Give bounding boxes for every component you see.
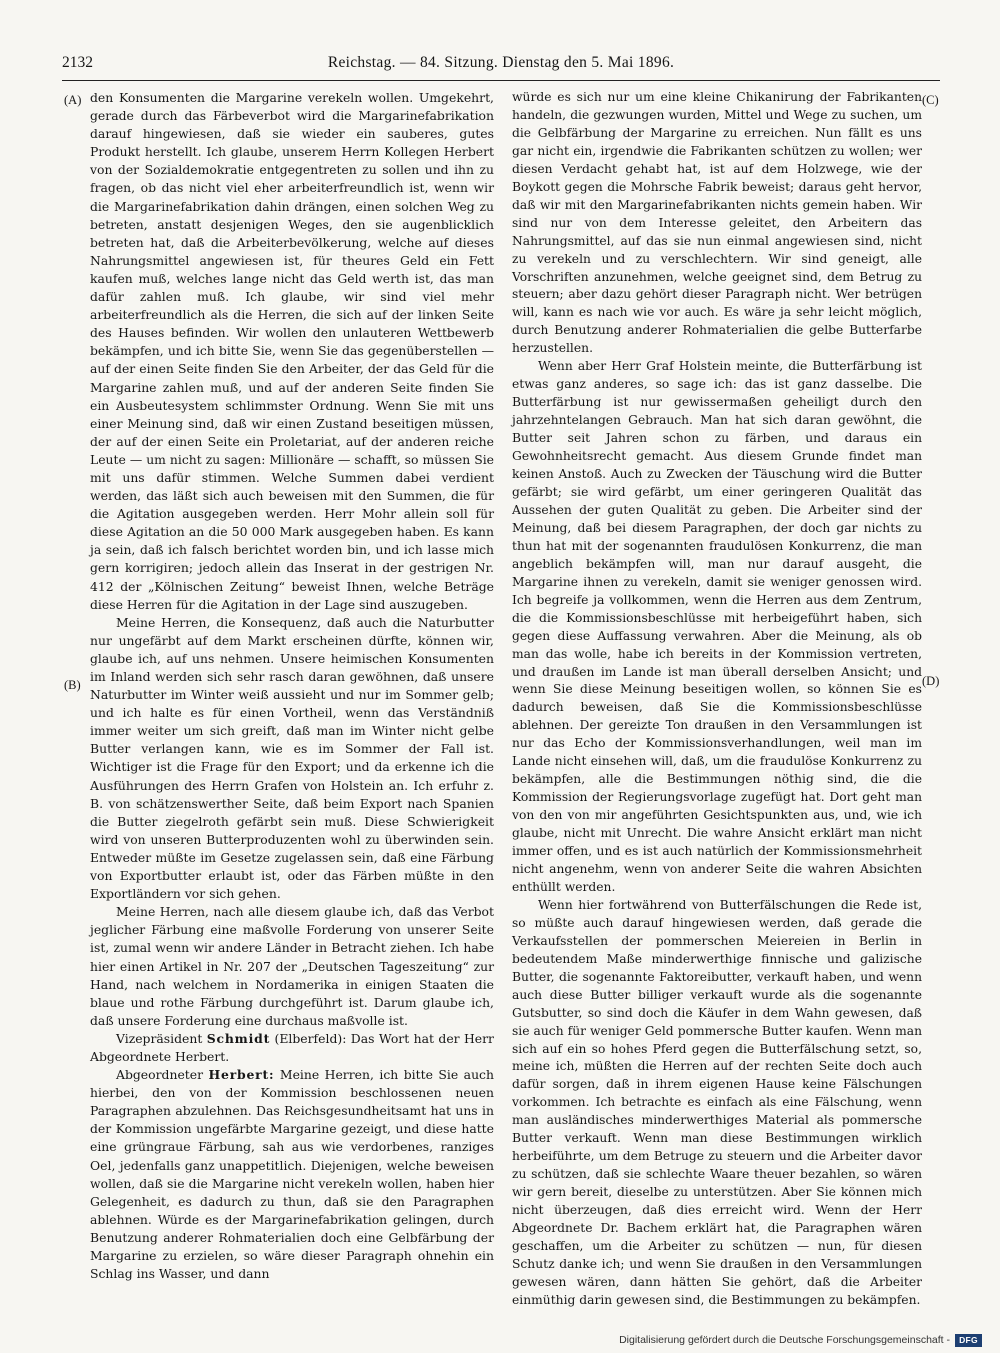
paragraph: Wenn hier fortwährend von Butterfälschungen die Rede ist, so müßte auch darauf hingewiesen werden, daß gerade die Verkaufsstellen der pommerschen Meiereien in Berlin in bedeutendem Maße minderwerthige finnische und galizische Butter, die sogenannte Faktoreibutter, verkauft haben, und wenn auch diese Butter billiger verkauft wurde als die sogenannte Gutsbutter, so sind doch die Käufer in dem Wahn gewesen, daß sie auch für weniger Geld pommersche Butter kaufen. Wenn man sich auf ein so hohes Pferd gegen die Butterfälschung setzt, so, meine ich, müßten die Herren auf der rechten Seite doch auch dafür sorgen, daß in ihrem eigenen Hause keine Fälschungen vorkommen. Ich betrachte es einfach als eine Fälschung, wenn man ausländisches minderwerthiges Material als pommersche Butter verkauft. Wenn man diese Bestimmungen wirklich herbeiführte, um dem Betruge zu steuern und die Arbeiter davor zu schützen, daß sie schlechte Waare theuer bezahlen, so wären wir gern bereit, dieselbe zu unterstützen. Aber Sie können mich nicht überzeugen, daß dies erreicht wird. Wenn der Herr Abgeordnete Dr. Bachem erklärt hat, die Paragraphen wären geschaffen, um die Arbeiter zu schützen — nun, für diesen Schutz danke ich; und wenn Sie draußen in den Versammlungen gewesen wären, dann hätten Sie gehört, daß die Arbeiter einmüthig darin gewesen sind, die Bestimmungen zu bekämpfen. [512,897,922,1307]
footer-credit [619,1333,982,1347]
speaker-paragraph [90,1066,494,1283]
paragraph: den Konsumenten die Margarine verekeln wollen. Umgekehrt, gerade durch das Färbeverbot wird die Margarinefabrikation darauf hingewiesen, daß sie wieder ein sauberes, gutes Produkt herstellt. Ich glaube, unserem Herrn Kollegen Herbert von der Sozialdemokratie entgegentreten zu sollen und ihn zu fragen, ob das nicht viel eher arbeiterfreundlich ist, wenn wir die Margarinefabrikation dahin drängen, einen solchen Weg zu betreten, anstatt desjenigen Weges, den sie augenblicklich betreten hat, daß die Arbeiterbevölkerung, welche auf dieses Nahrungsmittel angewiesen ist, für theures Geld ein Fett kaufen muß, welches lange nicht das Geld werth ist, das man dafür zahlen muß. Ich glaube, wir sind viel mehr arbeiterfreundlich als die Herren, die sich auf der linken Seite des Hauses befinden. Wir wollen den unlauteren Wettbewerb bekämpfen, und ich bitte Sie, wenn Sie das gegenüberstellen — auf der einen Seite finden Sie den Arbeiter, der das Geld für die Margarine zahlen muß, und auf der anderen Seite finden Sie ein Ausbeutesystem schlimmster Ordnung. Wenn Sie mit uns einer Meinung sind, daß wir einen Zustand beseitigen müssen, der auf der einen Seite ein Proletariat, auf der anderen reiche Leute — um nicht zu sagen: Millionäre — schafft, so müssen Sie mit uns dafür stimmen. Welche Summen dabei verdient werden, das läßt sich auch beweisen mit den Summen, die für die Agitation ausgegeben werden. Herr Mohr allein soll für diese Agitation an die 50 000 Mark ausgegeben haben. Es kann ja sein, daß ich falsch berichtet worden bin, und ich lasse mich gern korrigiren; jedoch allein das Inserat in der gestrigen Nr. 412 der „Kölnischen Zeitung“ beweist Ihnen, welche Beträge diese Herren für die Agitation in der Lage sind auszugeben. [90,90,494,612]
footer-text: Digitalisierung gefördert durch die Deutsche Forschungsgemeinschaft - [619,1334,950,1346]
speech-text: (Elberfeld): Das Wort hat der Herr Abgeordnete Herbert. [90,1030,494,1064]
page-header [62,50,940,76]
paragraph: Meine Herren, nach alle diesem glaube ich, daß das Verbot jeglicher Färbung eine maßvolle Forderung von unserer Seite ist, zumal wenn wir andere Länder in Betracht ziehen. Ich habe hier einen Artikel in Nr. 207 der „Deutschen Tageszeitung“ zur Hand, nach welchem in Nordamerika in einigen Staaten die blaue und rothe Färbung durchgeführt ist. Darum glaube ich, daß unsere Forderung eine durchaus maßvolle ist. [90,904,494,1028]
speech-text: Meine Herren, ich bitte Sie auch hierbei, den von der Kommission beschlossenen neuen Paragraphen abzulehnen. Das Reichsgesundheitsamt hat uns in der Kommission ungefärbte Margarine gezeigt, und diese hatte eine grüngraue Färbung, sah aus wie verdorbenes, ranziges Oel, jedenfalls ganz unappetitlich. Diejenigen, welche beweisen wollen, daß sie die Margarine nicht verekeln wollen, haben hier Gelegenheit, es dadurch zu thun, daß sie den Paragraphen ablehnen. Würde es der Margarinefabrikation gelingen, durch Benutzung anderer Rohmaterialien doch eine Gelbfärbung der Margarine zu erzielen, so wäre dieser Paragraph ohnehin ein Schlag ins Wasser, und dann [90,1067,494,1282]
speaker-role: Abgeordneter [116,1067,204,1083]
left-column [90,89,494,1283]
speaker-name: Herbert: [208,1067,275,1083]
margin-marker-b: (B) [64,678,81,692]
right-column [512,89,922,1310]
dfg-logo-icon: DFG [955,1334,982,1347]
speaker-paragraph [90,1030,494,1066]
margin-marker-d: (D) [922,674,940,688]
speaker-role: Vizepräsident [116,1030,203,1046]
header-rule [62,80,940,81]
paragraph: Wenn aber Herr Graf Holstein meinte, die Butterfärbung ist etwas ganz anderes, so sage ich: das ist ganz dasselbe. Die Butterfärbung ist nur gewissermaßen geheiligt durch den jahrzehntelangen Gebrauch. Man hat sich daran gewöhnt, die Butter seit Jahren schon zu färben, und daraus ein Gewohnheitsrecht gemacht. Aus diesem Grunde findet man keinen Anstoß. Auch zu Zwecken der Täuschung wird die Butter gefärbt; sie wird gefärbt, um einer geringeren Qualität das Aussehen der guten Qualität zu geben. Die Arbeiter sind der Meinung, daß bei diesem Paragraphen, der doch gar nichts zu thun hat mit der sogenannten fraudulösen Konkurrenz, die man angeblich bekämpfen will, man nur darauf ausgeht, die Margarine ihnen zu verekeln, damit sie weniger genossen wird. Ich begreife ja vollkommen, wenn die Herren aus dem Zentrum, die die Kommissionsbeschlüsse mit herbeigeführt haben, sich gegen diese Auffassung verwahren. Aber die Meinung, als ob man das wolle, habe ich bereits in der Kommission vertreten, und draußen im Lande ist man überall derselben Ansicht; und wenn Sie diese Meinung beseitigen wollen, so können Sie es dadurch beweisen, daß Sie die Kommissionsbeschlüsse ablehnen. Der gereizte Ton draußen in den Versammlungen ist nur das Echo der Kommissionsverhandlungen, weil man im Lande nicht einsehen will, daß, um die fraudulöse Konkurrenz zu bekämpfen, alle die Bestimmungen nöthig sind, die die Kommission der Regierungsvorlage zugefügt hat. Dort geht man von den von mir angeführten Gesichtspunkten aus, und, wie ich glaube, nicht mit Unrecht. Die wahre Ansicht erklärt man nicht immer offen, und es ist auch natürlich der Kommissionsmehrheit nicht angenehm, wenn von anderer Seite die wahren Absichten enthüllt werden. [512,359,922,894]
page-number: 2132 [62,54,93,71]
margin-marker-a: (A) [64,93,82,107]
margin-marker-c: (C) [922,93,939,107]
speaker-name: Schmidt [206,1030,271,1046]
page-title: Reichstag. — 84. Sitzung. Dienstag den 5. Mai 1896. [327,54,675,71]
paragraph: würde es sich nur um eine kleine Chikanirung der Fabrikanten handeln, die gezwungen wurden, Mittel und Wege zu suchen, um die Gelbfärbung der Margarine zu erreichen. Nun fällt es uns gar nicht ein, irgendwie die Fabrikanten schützen zu wollen; wer diesen Verdacht gehabt hat, ist auf dem Holzwege, wie der Boykott gegen die Mohrsche Fabrik beweist; daraus geht hervor, daß wir mit den Margarinefabrikanten nichts gemein haben. Wir sind nur von dem Interesse geleitet, den Arbeitern das Nahrungsmittel, auf das sie nun einmal angewiesen sind, nicht zu verekeln und zu verschlechtern. Wir sind geneigt, alle Vorschriften anzunehmen, welche geeignet sind, dem Betrug zu steuern; aber dazu gehört dieser Paragraph nicht. Wer betrügen will, kann es nach wie vor auch. Es wäre ja sehr leicht möglich, durch Benutzung anderer Rohmaterialien die gelbe Butterfarbe herzustellen. [512,90,922,356]
paragraph: Meine Herren, die Konsequenz, daß auch die Naturbutter nur ungefärbt auf dem Markt erscheinen dürfte, können wir, glaube ich, auf uns nehmen. Unsere heimischen Konsumenten im Inland werden sich sehr rasch daran gewöhnen, daß unsere Naturbutter im Winter weiß aussieht und nur im Sommer gelb; und ich halte es für einen Vortheil, wenn das Verständniß immer weiter um sich greift, daß man im Winter nicht gelbe Butter verlangen kann, wie es im Sommer der Fall ist. Wichtiger ist die Frage für den Export; und da erkenne ich die Ausführungen des Herrn Grafen von Holstein an. Ich erfuhr z. B. von schätzenswerther Seite, daß beim Export nach Spanien die Butter ziegelroth gefärbt sein muß. Diese Schwierigkeit wird von unseren Butterproduzenten wohl zu überwinden sein. Entweder müßte im Gesetze zugelassen sein, daß eine Färbung von Exportbutter erlaubt ist, oder das Färben müßte in den Exportländern vor sich gehen. [90,614,494,902]
